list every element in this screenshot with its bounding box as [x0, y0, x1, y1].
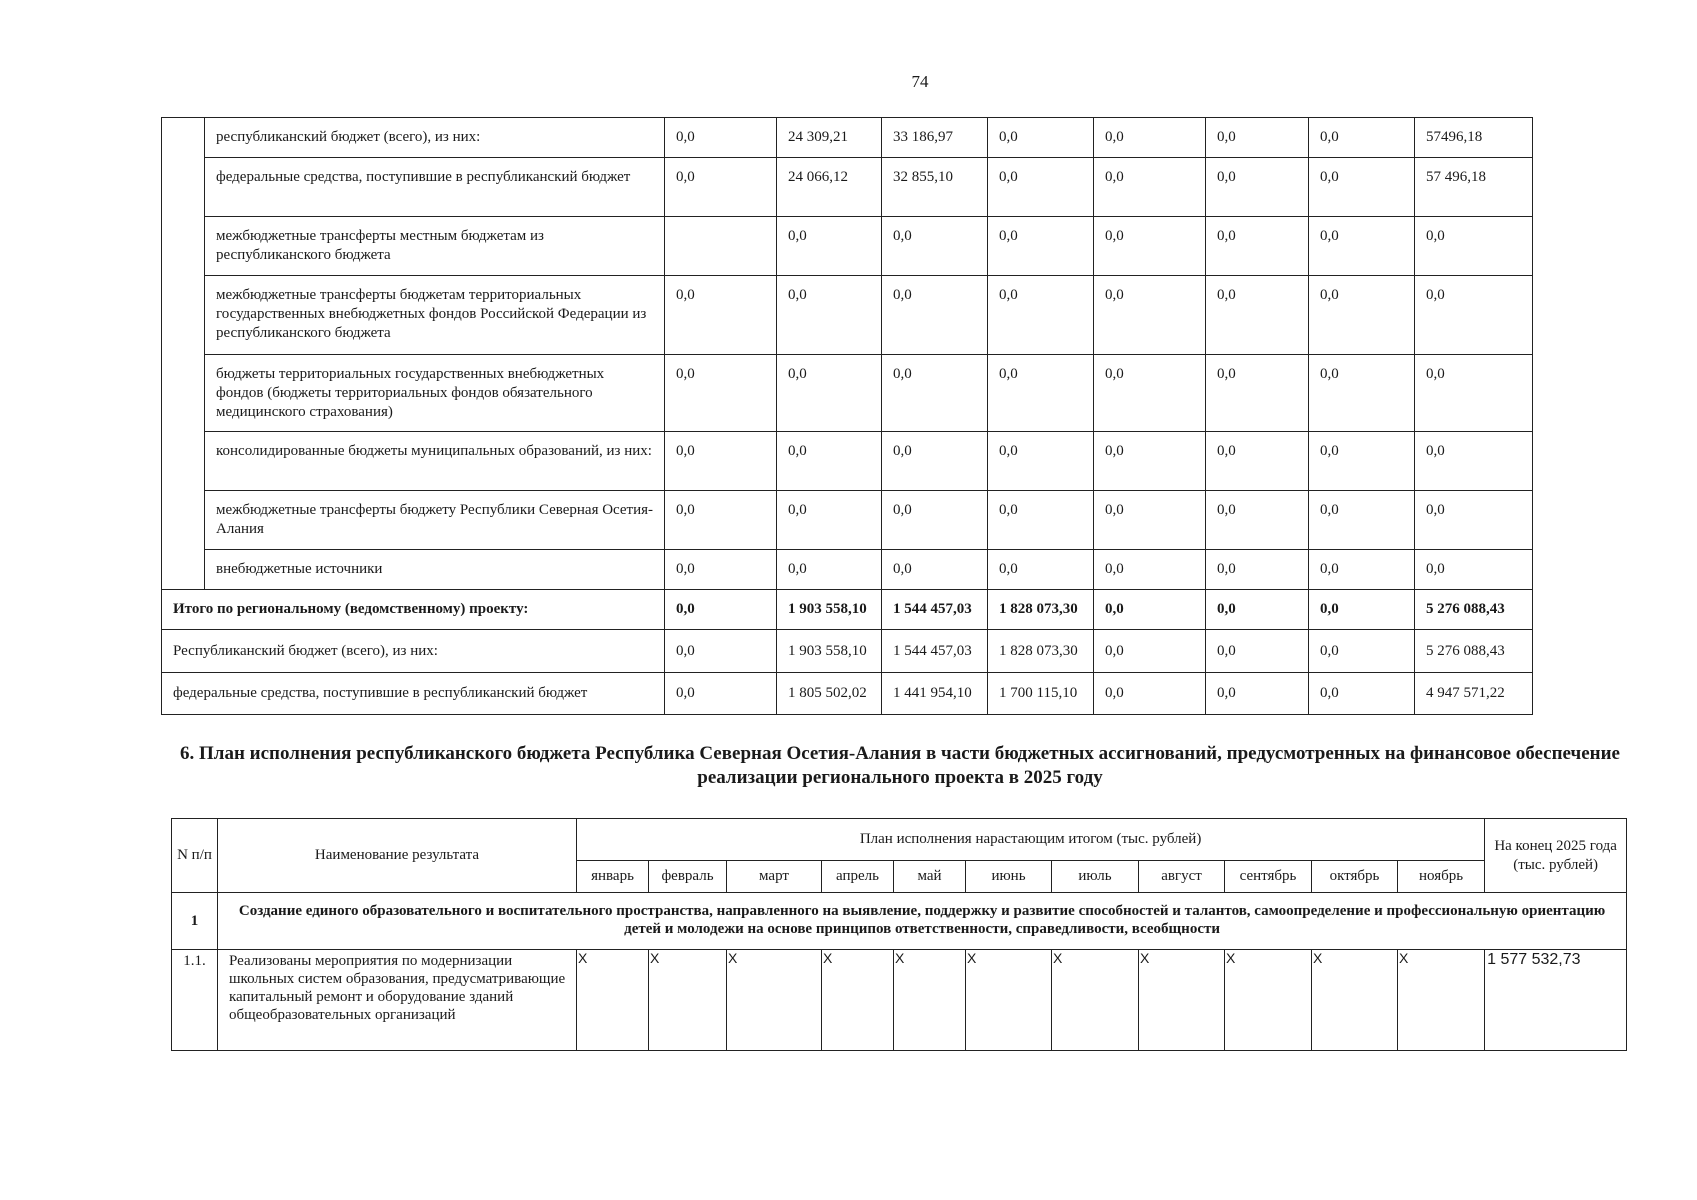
cell: 0,0: [1206, 158, 1309, 217]
cell: 0,0: [1206, 217, 1309, 276]
header-row: [172, 819, 1627, 861]
cell: 1 828 073,30: [988, 590, 1094, 630]
month-value: X: [577, 950, 649, 1051]
cell: 5 276 088,43: [1415, 590, 1533, 630]
table-row: [162, 491, 1533, 550]
cell: 0,0: [665, 158, 777, 217]
cell: 1 828 073,30: [988, 630, 1094, 673]
section-row: [172, 893, 1627, 950]
cell: 0,0: [1415, 217, 1533, 276]
cell: 1 700 115,10: [988, 673, 1094, 715]
cell: 0,0: [882, 276, 988, 355]
month-header: февраль: [649, 861, 727, 893]
row-label: федеральные средства, поступившие в республиканский бюджет: [205, 158, 665, 217]
col-header-year-end: На конец 2025 года (тыс. рублей): [1485, 819, 1627, 893]
cell: 0,0: [777, 217, 882, 276]
result-name: Реализованы мероприятия по модернизации школьных систем образования, предусматривающие капитальный ремонт и оборудование зданий общеобразовательных организаций: [218, 950, 577, 1051]
month-value: X: [1225, 950, 1312, 1051]
budget-table: [161, 117, 1533, 715]
cell: 0,0: [665, 276, 777, 355]
cell: 0,0: [1094, 118, 1206, 158]
cell: [665, 217, 777, 276]
cell: 0,0: [777, 432, 882, 491]
cell: 0,0: [665, 491, 777, 550]
cell: 0,0: [1094, 550, 1206, 590]
cell: 32 855,10: [882, 158, 988, 217]
cell: 0,0: [1309, 432, 1415, 491]
month-header: июль: [1052, 861, 1139, 893]
row-label: Республиканский бюджет (всего), из них:: [162, 630, 665, 673]
cell: 1 805 502,02: [777, 673, 882, 715]
cell: 0,0: [1415, 550, 1533, 590]
cell: 33 186,97: [882, 118, 988, 158]
cell: 0,0: [1094, 432, 1206, 491]
month-value: X: [1052, 950, 1139, 1051]
cell: 0,0: [988, 276, 1094, 355]
month-value: X: [1312, 950, 1398, 1051]
cell: 0,0: [1309, 630, 1415, 673]
cell: 0,0: [1309, 355, 1415, 432]
row-label: внебюджетные источники: [205, 550, 665, 590]
cell: 0,0: [1206, 355, 1309, 432]
month-header: август: [1139, 861, 1225, 893]
year-end-total: 1 577 532,73: [1485, 950, 1627, 1051]
cell: 0,0: [1309, 491, 1415, 550]
cell: 0,0: [988, 432, 1094, 491]
total-row: [162, 673, 1533, 715]
month-header: октябрь: [1312, 861, 1398, 893]
row-label: межбюджетные трансферты местным бюджетам из республиканского бюджета: [205, 217, 665, 276]
cell: 1 441 954,10: [882, 673, 988, 715]
cell: 0,0: [665, 355, 777, 432]
table-row: [162, 158, 1533, 217]
month-value: X: [966, 950, 1052, 1051]
cell: 0,0: [1309, 118, 1415, 158]
cell: 0,0: [1206, 673, 1309, 715]
cell: 1 903 558,10: [777, 630, 882, 673]
cell: 0,0: [1415, 491, 1533, 550]
row-label: консолидированные бюджеты муниципальных образований, из них:: [205, 432, 665, 491]
cell: 0,0: [1206, 550, 1309, 590]
result-number: 1.1.: [172, 950, 218, 1051]
cell: 0,0: [1206, 118, 1309, 158]
month-value: X: [1139, 950, 1225, 1051]
cell: 0,0: [777, 491, 882, 550]
cell: 0,0: [1094, 491, 1206, 550]
cell: 0,0: [988, 550, 1094, 590]
cell: 0,0: [1094, 673, 1206, 715]
indent-cell: [162, 118, 205, 590]
cell: 0,0: [1094, 276, 1206, 355]
cell: 0,0: [1309, 550, 1415, 590]
cell: 0,0: [1094, 355, 1206, 432]
section-title: Создание единого образовательного и воспитательного пространства, направленного на выявление, поддержку и развитие способностей и талантов, самоопределение и профессиональную ориентацию детей и молодежи на основе принципов ответственности, справедливости, всеобщности: [218, 893, 1627, 950]
result-row: [172, 950, 1627, 1051]
cell: 0,0: [1206, 590, 1309, 630]
cell: 0,0: [882, 550, 988, 590]
total-row: [162, 630, 1533, 673]
cell: 0,0: [882, 217, 988, 276]
cell: 0,0: [1206, 491, 1309, 550]
cell: 0,0: [777, 550, 882, 590]
cell: 24 066,12: [777, 158, 882, 217]
cell: 0,0: [1094, 158, 1206, 217]
month-value: X: [649, 950, 727, 1051]
cell: 0,0: [1094, 217, 1206, 276]
cell: 0,0: [988, 217, 1094, 276]
month-header: сентябрь: [1225, 861, 1312, 893]
month-value: X: [727, 950, 822, 1051]
cell: 1 903 558,10: [777, 590, 882, 630]
col-header-plan: План исполнения нарастающим итогом (тыс. рублей): [577, 819, 1485, 861]
cell: 0,0: [1206, 276, 1309, 355]
table-row: [162, 276, 1533, 355]
cell: 0,0: [1309, 158, 1415, 217]
month-value: X: [822, 950, 894, 1051]
table-row: [162, 432, 1533, 491]
page-number: 74: [911, 72, 929, 91]
total-row: [162, 590, 1533, 630]
row-label: республиканский бюджет (всего), из них:: [205, 118, 665, 158]
cell: 0,0: [882, 432, 988, 491]
cell: 0,0: [665, 432, 777, 491]
cell: 0,0: [1415, 432, 1533, 491]
cell: 0,0: [882, 491, 988, 550]
plan-table: [171, 818, 1627, 1051]
table-row: [162, 355, 1533, 432]
section-number: 1: [172, 893, 218, 950]
cell: 0,0: [1415, 276, 1533, 355]
month-value: X: [1398, 950, 1485, 1051]
cell: 0,0: [988, 355, 1094, 432]
cell: 0,0: [1309, 590, 1415, 630]
cell: 0,0: [1094, 630, 1206, 673]
month-header: июнь: [966, 861, 1052, 893]
row-label: межбюджетные трансферты бюджету Республики Северная Осетия-Алания: [205, 491, 665, 550]
row-label: бюджеты территориальных государственных внебюджетных фондов (бюджеты территориальных фондов обязательного медицинского страхования): [205, 355, 665, 432]
cell: 0,0: [665, 630, 777, 673]
cell: 0,0: [665, 118, 777, 158]
cell: 0,0: [1309, 673, 1415, 715]
month-header: май: [894, 861, 966, 893]
col-header-n: N п/п: [172, 819, 218, 893]
month-header: март: [727, 861, 822, 893]
row-label: Итого по региональному (ведомственному) проекту:: [162, 590, 665, 630]
cell: 1 544 457,03: [882, 630, 988, 673]
month-header: апрель: [822, 861, 894, 893]
table-row: [162, 550, 1533, 590]
month-header: ноябрь: [1398, 861, 1485, 893]
month-value: X: [894, 950, 966, 1051]
cell: 0,0: [1415, 355, 1533, 432]
cell: 0,0: [988, 118, 1094, 158]
cell: 24 309,21: [777, 118, 882, 158]
month-header: январь: [577, 861, 649, 893]
section-heading: 6. План исполнения республиканского бюджета Республика Северная Осетия-Алания в части бюджетных ассигнований, предусмотренных на финансовое обеспечение реализации регионального проекта в 2025 году: [180, 743, 1620, 788]
table-row: [162, 118, 1533, 158]
cell: 0,0: [777, 276, 882, 355]
cell: 0,0: [988, 491, 1094, 550]
cell: 0,0: [665, 590, 777, 630]
cell: 5 276 088,43: [1415, 630, 1533, 673]
cell: 0,0: [882, 355, 988, 432]
cell: 0,0: [1206, 432, 1309, 491]
col-header-name: Наименование результата: [218, 819, 577, 893]
row-label: межбюджетные трансферты бюджетам территориальных государственных внебюджетных фондов Российской Федерации из республиканского бюджета: [205, 276, 665, 355]
cell: 0,0: [665, 673, 777, 715]
cell: 57 496,18: [1415, 158, 1533, 217]
table-row: [162, 217, 1533, 276]
cell: 0,0: [1309, 217, 1415, 276]
cell: 0,0: [777, 355, 882, 432]
cell: 57496,18: [1415, 118, 1533, 158]
cell: 0,0: [1206, 630, 1309, 673]
cell: 0,0: [665, 550, 777, 590]
cell: 0,0: [1309, 276, 1415, 355]
row-label: федеральные средства, поступившие в республиканский бюджет: [162, 673, 665, 715]
cell: 1 544 457,03: [882, 590, 988, 630]
cell: 0,0: [988, 158, 1094, 217]
cell: 0,0: [1094, 590, 1206, 630]
cell: 4 947 571,22: [1415, 673, 1533, 715]
